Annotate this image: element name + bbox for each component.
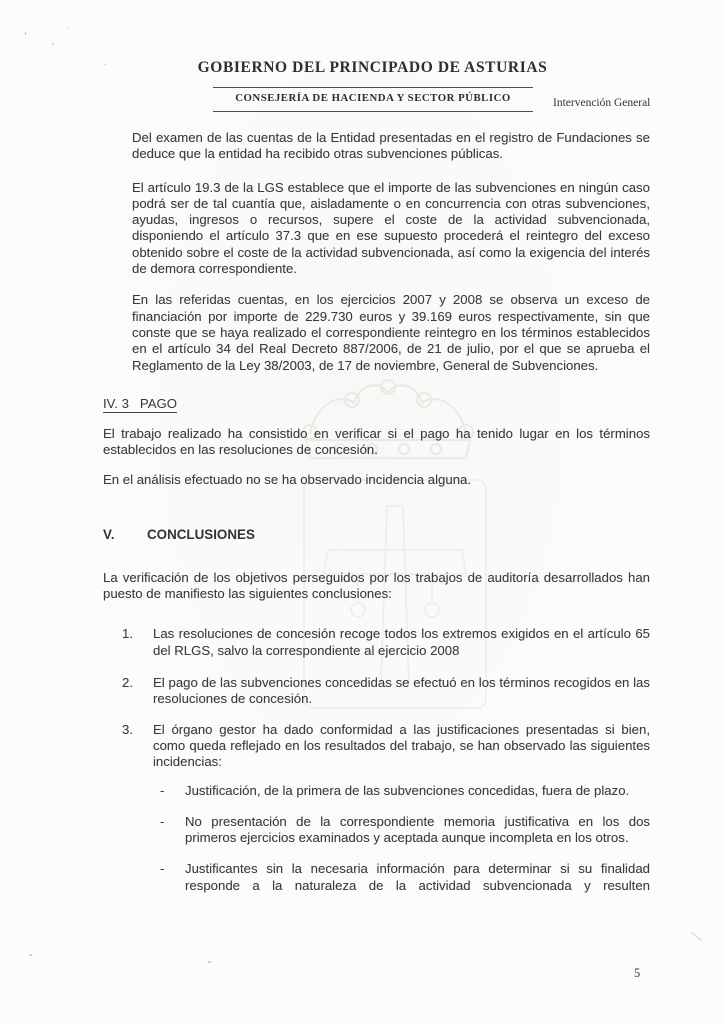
conclusion-item-1-number: 1. bbox=[122, 626, 133, 642]
paragraph-trabajo-realizado: El trabajo realizado ha consistido en verificar si el pago ha tenido lugar en los términos establecidos en las resoluciones de concesión. bbox=[103, 425, 650, 458]
incidence-item-2-bullet: - bbox=[160, 813, 165, 829]
pen-mark: ˎ bbox=[51, 36, 56, 46]
conclusion-item-2 bbox=[122, 675, 650, 708]
scan-corner-tick bbox=[691, 932, 702, 941]
conclusion-item-2-text: El pago de las subvenciones concedidas se efectuó en los términos recogidos en las resoluciones de concesión. bbox=[153, 674, 650, 707]
pen-mark: · bbox=[104, 61, 107, 69]
incidence-item-1-text: Justificación, de la primera de las subvenciones concedidas, fuera de plazo. bbox=[185, 783, 630, 799]
incidence-item-3-bullet: - bbox=[160, 861, 165, 877]
document-body bbox=[103, 130, 650, 894]
header-department: CONSEJERÍA DE HACIENDA Y SECTOR PÚBLICO bbox=[235, 92, 511, 104]
paragraph-conclusiones-intro: La verificación de los objetivos perseguidos por los trabajos de auditoría desarrollados han puesto de manifiesto las siguientes conclusiones: bbox=[103, 569, 650, 602]
header-office: Intervención General bbox=[553, 97, 651, 109]
section-heading-iv3-pago bbox=[103, 396, 650, 413]
conclusion-item-1-text: Las resoluciones de concesión recoge todos los extremos exigidos en el artículo 65 del RLGS, salvo la correspondiente al ejercicio 2008 bbox=[153, 626, 650, 658]
incidence-item-2-text: No presentación de la correspondiente memoria justificativa en los dos primeros ejercicios examinados y aceptada aunque incompleta en los otros. bbox=[185, 813, 650, 846]
page-number: 5 bbox=[634, 966, 641, 980]
incidence-item-1 bbox=[160, 783, 650, 799]
conclusion-item-3-text: El órgano gestor ha dado conformidad a las justificaciones presentadas si bien, como queda reflejado en los resultados del trabajo, se han observado las siguientes incidencias: bbox=[153, 721, 650, 770]
paragraph-exceso-financiacion: En las referidas cuentas, en los ejercicios 2007 y 2008 se observa un exceso de financiación por importe de 229.730 euros y 39.169 euros respectivamente, sin que conste que se haya realizado el correspondiente reintegro en los términos establecidos en el artículo 34 del Real Decreto 887/2006, de 21 de julio, por el que se aprueba el Reglamento de la Ley 38/2003, de 17 de noviembre, General de Subvenciones. bbox=[132, 292, 650, 373]
incidence-item-3 bbox=[160, 861, 650, 894]
pen-mark: ʻ bbox=[24, 32, 27, 42]
pen-mark: · bbox=[66, 24, 69, 32]
section-v-number: V. bbox=[103, 526, 115, 542]
header-rule-top bbox=[213, 87, 533, 88]
conclusion-item-3-number: 3. bbox=[122, 721, 133, 737]
conclusion-item-1 bbox=[122, 626, 650, 659]
conclusion-item-2-number: 2. bbox=[122, 674, 133, 690]
incidence-item-1-bullet: - bbox=[160, 783, 165, 799]
scan-speck bbox=[29, 954, 32, 956]
header-rule-bottom bbox=[213, 111, 533, 112]
scan-speck bbox=[208, 961, 211, 963]
incidence-item-2 bbox=[160, 814, 650, 847]
section-heading-v-conclusiones bbox=[103, 527, 650, 542]
header-government-title: GOBIERNO DEL PRINCIPADO DE ASTURIAS bbox=[197, 59, 548, 76]
paragraph-examen-cuentas: Del examen de las cuentas de la Entidad presentadas en el registro de Fundaciones se deduce que la entidad ha recibido otras subvenciones públicas. bbox=[132, 130, 650, 162]
paragraph-analisis-efectuado: En el análisis efectuado no se ha observado incidencia alguna. bbox=[103, 472, 472, 488]
conclusion-item-3 bbox=[122, 722, 650, 771]
section-v-title: CONCLUSIONES bbox=[147, 526, 255, 542]
incidence-item-3-text: Justificantes sin la necesaria información para determinar si su finalidad responde a la naturaleza de la actividad subvencionada y resulten bbox=[185, 861, 650, 893]
section-heading-iv3-pago-text: IV. 3 PAGO bbox=[103, 395, 178, 411]
paragraph-articulo-19-3: El artículo 19.3 de la LGS establece que el importe de las subvenciones en ningún caso podrá ser de tal cuantía que, aisladamente o en concurrencia con otras subvenciones, ayudas, ingresos o recursos, supere el coste de la actividad subvencionada, disponiendo el artículo 37.3 que en ese supuesto procederá el reintegro del exceso obtenido sobre el coste de la actividad subvencionada, así como la exigencia del interés de demora correspondiente. bbox=[132, 179, 650, 277]
